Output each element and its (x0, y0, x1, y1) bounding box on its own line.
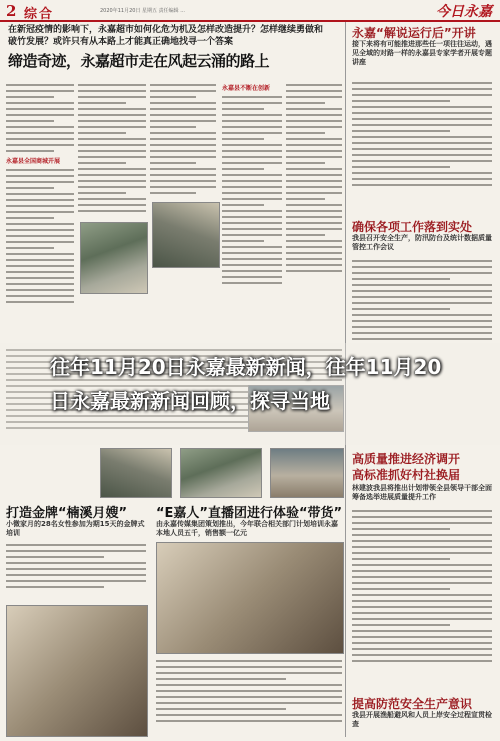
lead-column-2 (78, 80, 146, 220)
bottom-center-subtitle: 由永嘉传媒集团策划推出，今年联合相关部门计划培训永嘉本地人员五千，销售额一亿元 (156, 520, 338, 537)
right-bottom-title: 提高防范安全生产意识 (352, 697, 473, 711)
lead-subhead-2: 永嘉县不断在创新 (222, 85, 271, 92)
right-lower-title: 高质量推进经济调开 (352, 452, 461, 466)
lead-subhead-1: 永嘉县全国商城开展 (6, 158, 61, 165)
right-lower-detail: 林建波我县将推出计划带领全县领导干部全面筹备选举进展质量提升工作 (352, 484, 492, 501)
lead-photo-1 (80, 222, 148, 294)
right-top-body (352, 78, 492, 198)
right-mid-body (352, 256, 492, 344)
right-lower-subtitle: 高标准抓好村社换届 (352, 468, 461, 482)
bottom-center-body (156, 656, 342, 736)
bottom-photo-2 (180, 448, 262, 498)
bottom-center-title: “E嘉人”直播团进行体验“带货” (156, 506, 343, 521)
bottom-photo-1 (100, 448, 172, 498)
bottom-center-photo (156, 542, 344, 654)
lead-kicker: 在新冠疫情的影响下，永嘉超市如何化危为机及怎样改造提升？怎样继续勇做和破竹发展？或许只有从本路上才能真正确地找寻一个答案 (8, 25, 324, 47)
newspaper-logo: 今日永嘉 (436, 4, 492, 20)
right-bottom-subtitle: 我县开展渔船避风和人员上岸安全过程宣贯检查 (352, 711, 492, 728)
lead-column-5 (286, 80, 342, 340)
right-mid-subtitle: 我县召开安全生产，防汛防台及统计数据质量管控工作会议 (352, 234, 492, 251)
right-lower-body (352, 506, 492, 694)
masthead (0, 0, 500, 22)
lead-column-4 (222, 80, 282, 340)
bottom-left-subtitle: 小微家月的28名女性参加为期15天的金牌式培训 (6, 520, 145, 537)
lead-headline: 缔造奇迹，永嘉超市走在风起云涌的路上 (8, 52, 270, 70)
lead-column-1 (6, 80, 74, 340)
right-top-title: 永嘉“解说运行后”开讲 (352, 26, 476, 40)
bottom-photo-3 (270, 448, 344, 498)
section-number: 2 (6, 2, 17, 20)
issue-info: 2020年11月20日 星期五 责任编辑 ... (100, 8, 185, 14)
lead-column-3 (150, 80, 216, 200)
right-top-subtitle: 接下来将有可能推进那些任一项往往运动，遇见全域的对路一样的永嘉县专家学者开展专题讲座 (352, 40, 492, 66)
right-mid-title: 确保各项工作落到实处 (352, 220, 473, 234)
lead-photo-2 (152, 202, 220, 268)
bottom-left-title: 打造金牌“楠溪月嫂” (6, 506, 128, 521)
section-name: 综合 (24, 7, 55, 22)
bottom-left-body (6, 540, 146, 600)
banner-title: 往年11月20日永嘉最新新闻，往年11月20日永嘉最新新闻回顾，探寻当地 (50, 355, 442, 413)
bottom-left-photo (6, 605, 148, 737)
